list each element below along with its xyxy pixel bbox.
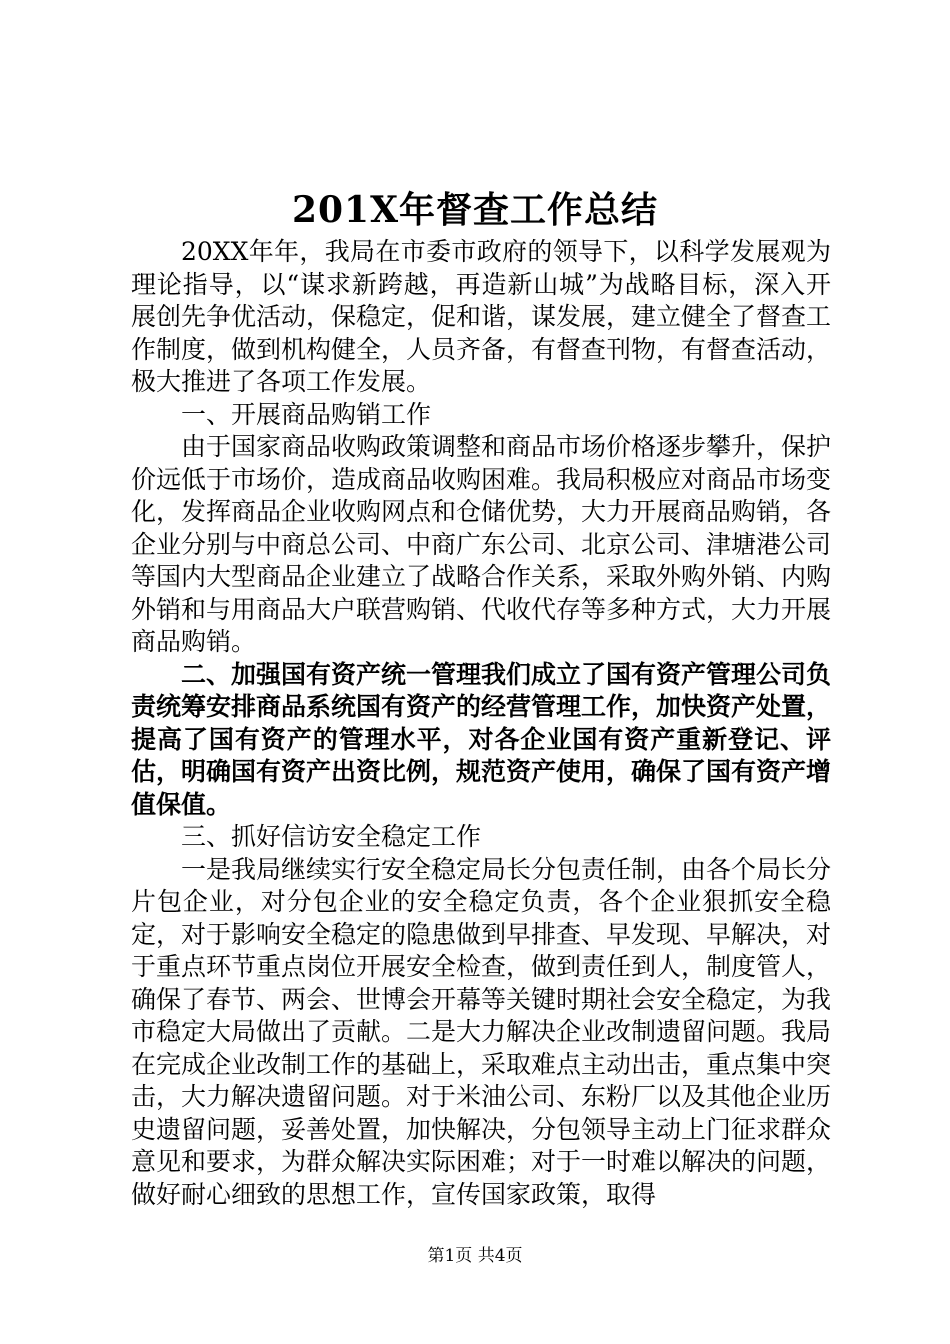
section-heading-2: 二、加强国有资产统一管理我们成立了国有资产管理公司负责统筹安排商品系统国有资产的经营管理工作，加快资产处置，提高了国有资产的管理水平，对各企业国有资产重新登记、评估，明确国有资产出资比例，规范资产使用，确保了国有资产增值保值。 bbox=[131, 659, 832, 819]
section-heading-3: 三、抓好信访安全稳定工作 bbox=[181, 822, 482, 851]
section-3-paragraph: 一是我局继续实行安全稳定局长分包责任制，由各个局长分片包企业，对分包企业的安全稳定负责，各个企业狠抓安全稳定，对于影响安全稳定的隐患做到早排查、早发现、早解决，对于重点环节重点岗位开展安全检查，做到责任到人，制度管人，确保了春节、两会、世博会开幕等关键时期社会安全稳定，为我市稳定大局做出了贡献。二是大力解决企业改制遗留问题。我局在完成企业改制工作的基础上，采取难点主动出击，重点集中突击，大力解决遗留问题。对于米油公司、东粉厂以及其他企业历史遗留问题，妥善处置，加快解决，分包领导主动上门征求群众意见和要求，为群众解决实际困难；对于一时难以解决的问题，做好耐心细致的思想工作，宣传国家政策，取得 bbox=[131, 854, 832, 1209]
intro-paragraph: 20XX年年，我局在市委市政府的领导下，以科学发展观为理论指导，以“谋求新跨越，再造新山城”为战略目标，深入开展创先争优活动，保稳定，促和谐，谋发展，建立健全了督查工作制度，做到机构健全，人员齐备，有督查刊物，有督查活动，极大推进了各项工作发展。 bbox=[131, 237, 832, 396]
document-body bbox=[131, 236, 831, 1211]
page-number-footer: 第1页 共4页 bbox=[427, 1246, 523, 1266]
section-1-paragraph: 由于国家商品收购政策调整和商品市场价格逐步攀升，保护价远低于市场价，造成商品收购困难。我局积极应对商品市场变化，发挥商品企业收购网点和仓储优势，大力开展商品购销，各企业分别与中商总公司、中商广东公司、北京公司、津塘港公司等国内大型商品企业建立了战略合作关系，采取外购外销、内购外销和与用商品大户联营购销、代收代存等多种方式，大力开展商品购销。 bbox=[131, 432, 832, 656]
section-heading-1: 一、开展商品购销工作 bbox=[181, 399, 432, 429]
document-title: 201X年督查工作总结 bbox=[291, 189, 659, 231]
